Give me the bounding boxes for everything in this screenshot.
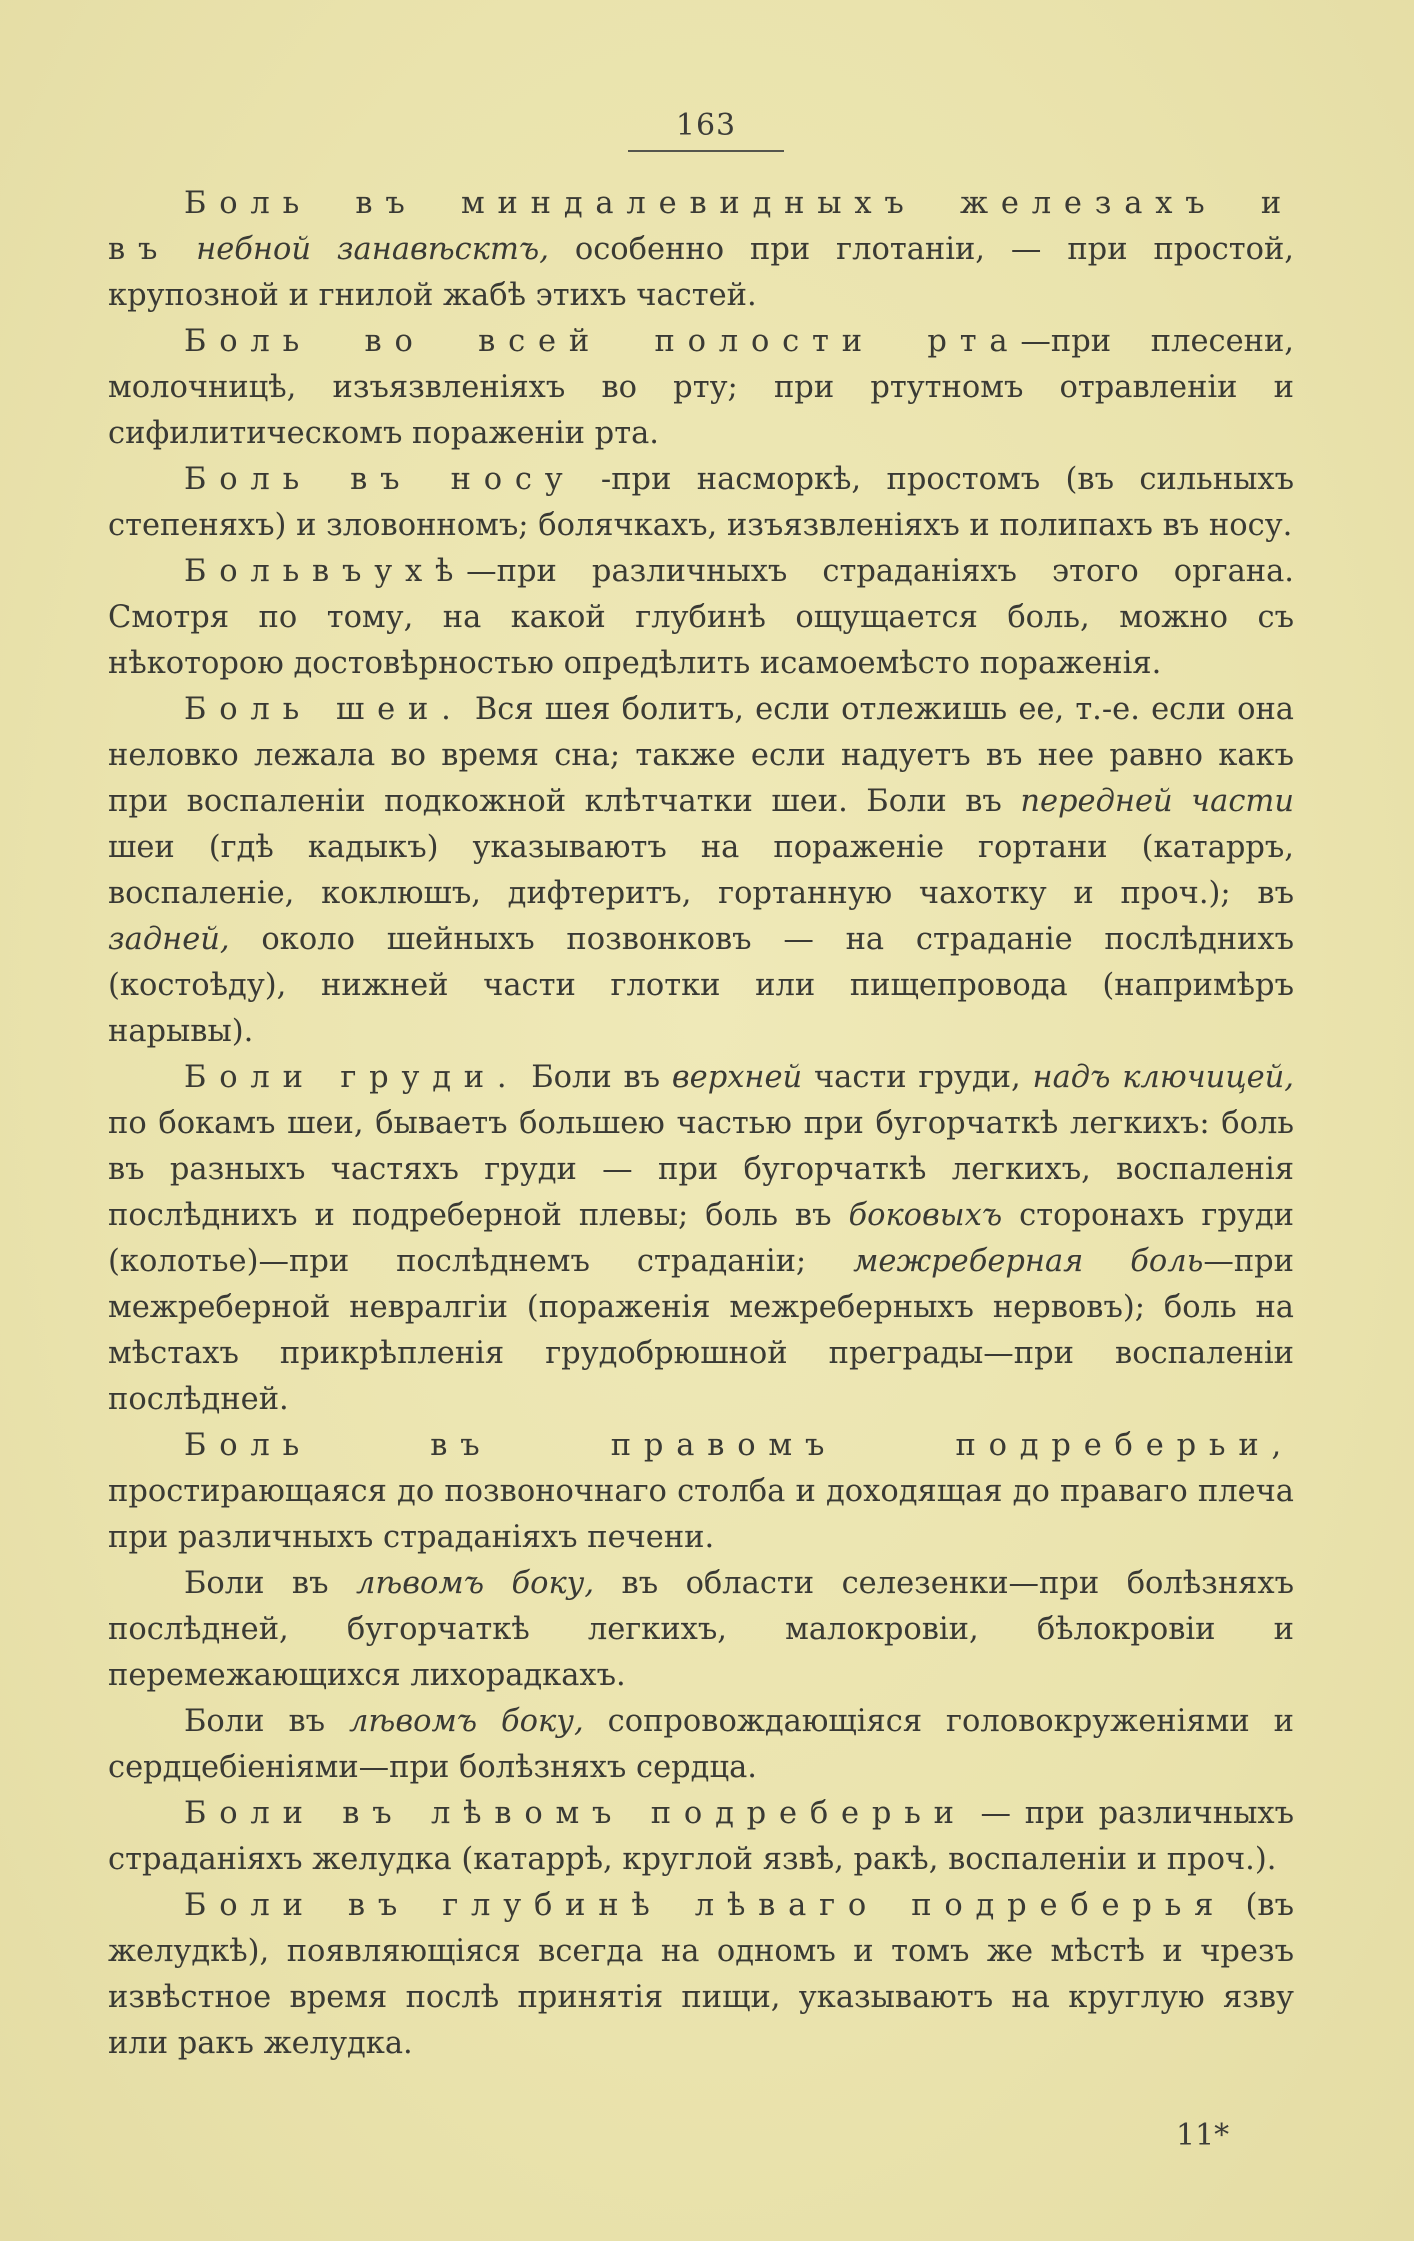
paragraph-text: —при различныхъ страданіяхъ этого органа. Смотря по тому, на какой глубинѣ ощущается боль, можно съ нѣкоторою достовѣрностью опредѣлить исамоемѣсто пораженія. <box>108 554 1294 681</box>
paragraph-text: около шейныхъ позвонковъ — на страданіе послѣднихъ (костоѣду), нижней части глотки или пищепровода (напримѣръ нарывы). <box>108 922 1294 1049</box>
italic-term: небной занавѣсктъ, <box>196 232 549 267</box>
italic-term: задней, <box>108 922 230 957</box>
paragraph-lead: Боль въ миндалевидныхъ железахъ и въ <box>108 186 1294 267</box>
paragraph-tonsils <box>108 181 1294 319</box>
italic-term: межреберная боль <box>853 1244 1204 1279</box>
paragraph-lead: Боль въ правомъ подреберьи, <box>184 1428 1294 1463</box>
paragraph-lead: Боль во всей полости рта <box>184 324 1021 359</box>
paragraph-lead: Больвъухѣ <box>184 554 467 589</box>
italic-term: передней части <box>1020 784 1294 819</box>
italic-term: лѣвомъ боку, <box>349 1704 584 1739</box>
paragraph-text: сторонахъ груди (колотье)—при послѣднемъ страданіи; <box>108 1198 1294 1279</box>
header-rule <box>628 150 784 152</box>
italic-term: боковыхъ <box>848 1198 1003 1233</box>
paragraph-text: Вся шея болитъ, если отлежишь ее, т.-е. если она неловко лежала во время сна; также если надуетъ въ нее равно какъ при воспаленіи подкожной клѣтчатки шеи. Боли въ <box>108 692 1294 819</box>
paragraph-ear <box>108 549 1294 687</box>
paragraph-lead: Боли въ лѣвомъ подреберьи <box>184 1796 967 1831</box>
paragraph-text: въ области селезенки—при болѣзняхъ послѣдней, бугорчаткѣ легкихъ, малокровіи, бѣлокровіи и перемежающихся лихорадкахъ. <box>108 1566 1294 1693</box>
paragraph-text: простирающаяся до позвоночнаго столба и доходящая до праваго плеча при различныхъ страданіяхъ печени. <box>108 1474 1294 1555</box>
paragraph-lead: Боли въ глубинѣ лѣваго подреберья <box>184 1888 1227 1923</box>
paragraph-text: (въ желудкѣ), появляющіяся всегда на одномъ и томъ же мѣстѣ и чрезъ извѣстное время послѣ принятія пищи, указываютъ на круглую язву или ракъ желудка. <box>108 1888 1294 2061</box>
paragraph-nose <box>108 457 1294 549</box>
paragraph-neck <box>108 687 1294 1055</box>
paragraph-text: — при различныхъ страданіяхъ желудка (катаррѣ, круглой язвѣ, ракѣ, воспаленіи и проч.). <box>108 1796 1294 1877</box>
signature-mark: 11* <box>1176 2118 1230 2153</box>
paragraph-right-hypochondrium <box>108 1423 1294 1561</box>
paragraph-lead: Боль въ носу <box>184 462 576 497</box>
paragraph-text: сопровождающіяся головокруженіями и сердцебіеніями—при болѣзняхъ сердца. <box>108 1704 1294 1785</box>
paragraph-text: по бокамъ шеи, бываетъ большею частью при бугорчаткѣ легкихъ: боль въ разныхъ частяхъ груди — при бугорчаткѣ легкихъ, воспаленія послѣднихъ и подреберной плевы; боль въ <box>108 1106 1294 1233</box>
paragraph-chest <box>108 1055 1294 1423</box>
paragraph-lead: Боли въ <box>184 1566 356 1601</box>
paragraph-left-side-spleen <box>108 1561 1294 1699</box>
paragraph-text: шеи (гдѣ кадыкъ) указываютъ на пораженіе гортани (катарръ, воспаленіе, коклюшъ, дифтеритъ, гортанную чахотку и проч.); въ <box>108 830 1294 911</box>
paragraph-stomach-depth <box>108 1883 1294 2067</box>
italic-term: надъ ключицей, <box>1032 1060 1294 1095</box>
italic-term: лѣвомъ боку, <box>355 1566 595 1601</box>
paragraph-text: —при межреберной невралгіи (пораженія межреберныхъ нервовъ); боль на мѣстахъ прикрѣпленія грудобрюшной преграды—при воспаленіи послѣдней. <box>108 1244 1294 1417</box>
page-body <box>108 181 1294 2067</box>
paragraph-lead: Боли въ <box>184 1704 350 1739</box>
paragraph-lead: Боль шеи. <box>184 692 464 727</box>
paragraph-mouth <box>108 319 1294 457</box>
paragraph-lead: Боли груди. <box>184 1060 520 1095</box>
paragraph-text: особенно при глотаніи, — при простой, крупозной и гнилой жабѣ этихъ частей. <box>108 232 1295 313</box>
paragraph-text: части груди, <box>802 1060 1033 1095</box>
paragraph-text: -при насморкѣ, простомъ (въ сильныхъ степеняхъ) и зловонномъ; болячкахъ, изъязвленіяхъ и полипахъ въ носу. <box>108 462 1294 543</box>
paragraph-text: —при плесени, молочницѣ, изъязвленіяхъ во рту; при ртутномъ отравленіи и сифилитическомъ пораженіи рта. <box>108 324 1294 451</box>
paragraph-left-hypochondrium <box>108 1791 1294 1883</box>
paragraph-text: Боли въ <box>519 1060 672 1095</box>
paragraph-left-side-heart <box>108 1699 1294 1791</box>
page-number: 163 <box>675 108 737 143</box>
italic-term: верхней <box>671 1060 803 1095</box>
